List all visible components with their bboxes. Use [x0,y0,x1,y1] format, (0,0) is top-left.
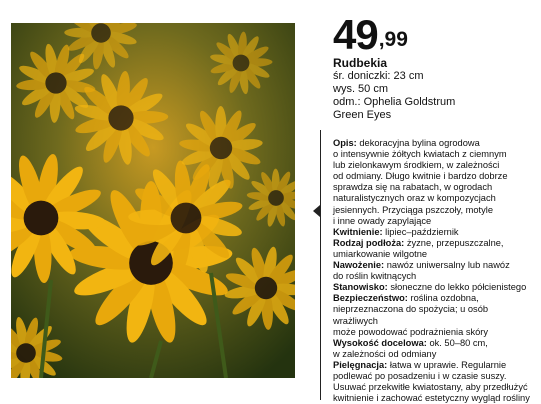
pointer-arrow-icon [313,205,320,217]
product-specs [333,70,455,122]
desc-podloze: Rodzaj podłoża: żyzne, przepuszczalne, umiarkowanie wilgotne [333,237,504,259]
spec-variety: odm.: Ophelia Goldstrum [333,96,456,108]
desc-nawozenie: Nawożenie: nawóz uniwersalny lub nawóz do roślin kwitnących [333,260,510,282]
desc-pielegnacja: Pielęgnacja: łatwa w uprawie. Regularnie podlewać po posadzeniu i w czasie suszy. Usuwać przekwitłe kwiatostany, aby przedłużyć kwitnienie i zachować estetyczny wygląd rośliny [333,359,530,404]
desc-bezpieczenstwo: Bezpieczeństwo: roślina ozdobna, nieprzeznaczona do spożycia; u osób wrażliwych może powodować podrażnienia skóry [333,293,489,337]
price-decimal: ,99 [378,28,408,51]
price-integer: 49 [333,11,378,58]
product-name: Rudbekia [333,56,388,70]
desc-stanowisko: Stanowisko: słoneczne do lekko półcienistego [333,282,527,293]
spec-height: wys. 50 cm [333,83,389,95]
rudbeckia-flowers-image [11,23,295,378]
product-description [333,138,533,404]
spec-variety-cont: Green Eyes [333,109,392,121]
spec-pot-diameter: śr. doniczki: 23 cm [333,70,424,82]
desc-kwitnienie: Kwitnienie: lipiec–październik [333,226,459,237]
product-photo [11,23,295,378]
desc-wysokosc: Wysokość docelowa: ok. 50–80 cm, w zależności od odmiany [333,337,488,359]
price [333,13,408,57]
desc-opis: Opis: dekoracyjna bylina ogrodowa o intensywnie żółtych kwiatach z ciemnym lub zielonkawym środkiem, w zależności od odmiany. Długo kwitnie i bardzo dobrze sprawdza się na rabatach, w ogrodach naturalistycznych oraz w kompozycjach jesiennych. Przyciąga pszczoły, motyle i inne owady zapylające [333,138,508,226]
